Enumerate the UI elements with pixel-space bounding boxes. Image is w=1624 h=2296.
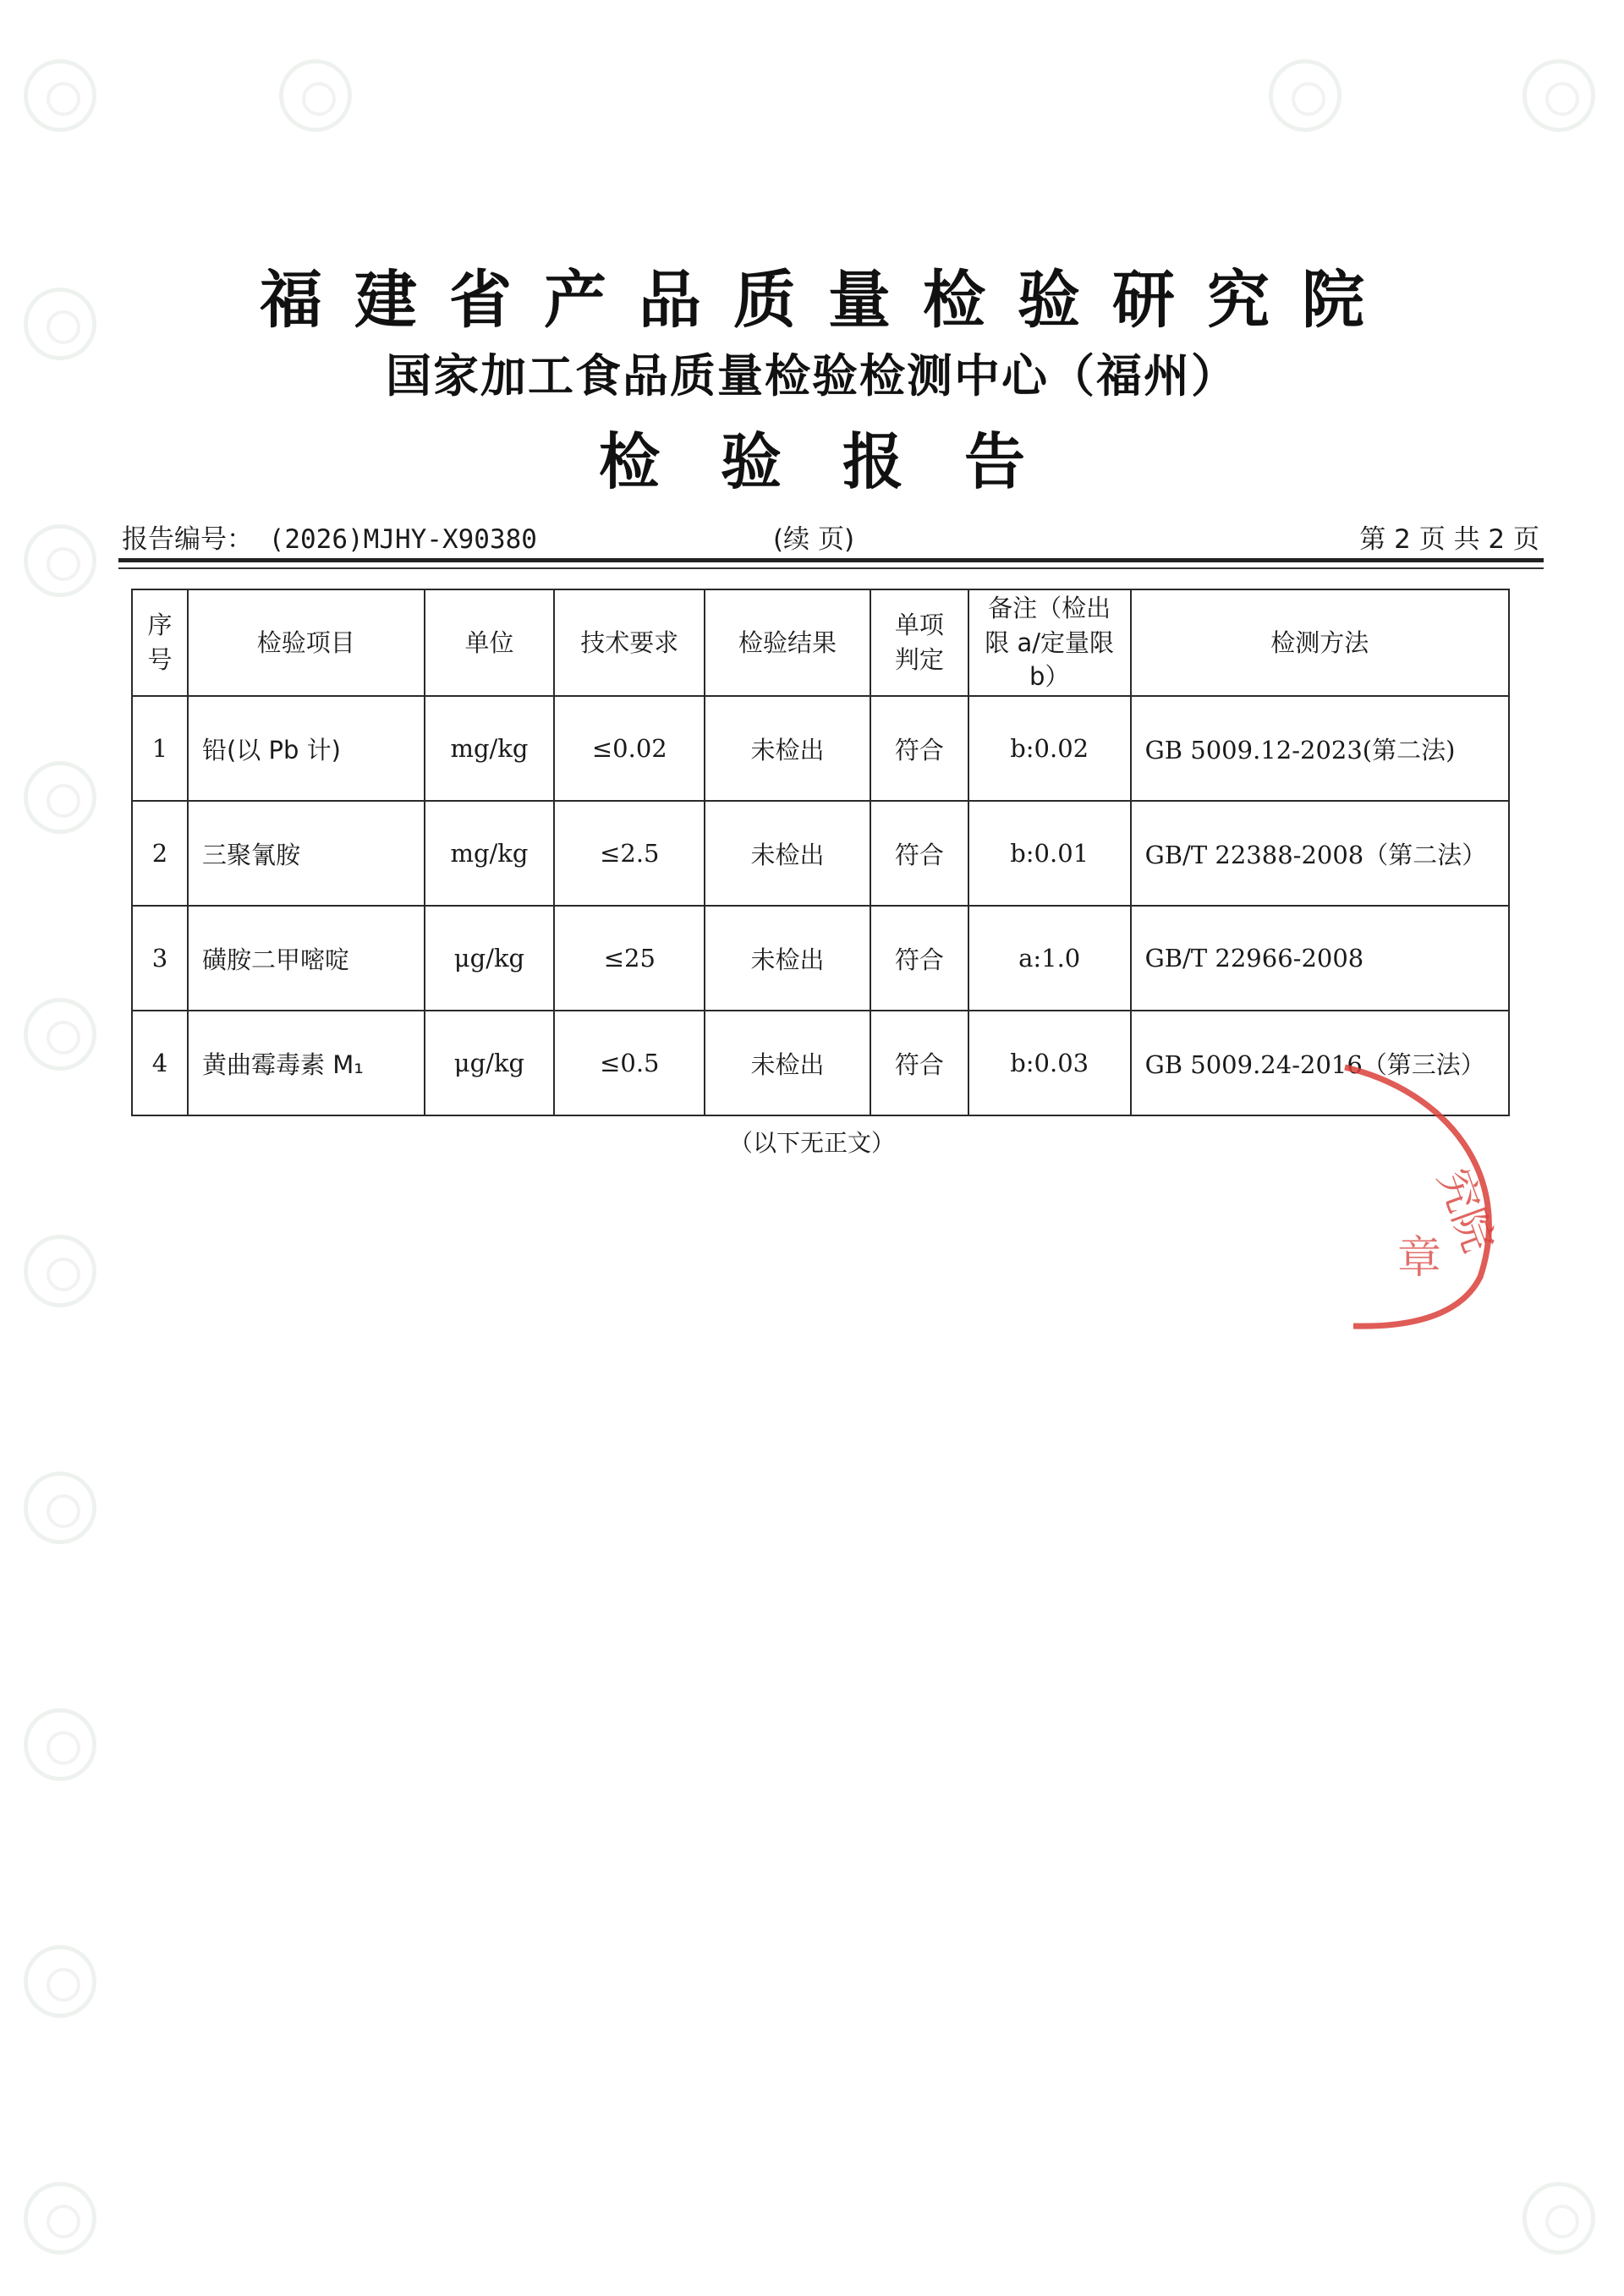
cell-method: GB 5009.24-2016（第三法） (1131, 1011, 1509, 1115)
header-note: 备注（检出限 a/定量限 b） (968, 589, 1131, 696)
cell-judgement: 符合 (870, 696, 968, 801)
cell-requirement: ≤25 (554, 906, 705, 1011)
cell-seq: 4 (132, 1011, 188, 1115)
watermark-logo-icon (24, 1708, 96, 1781)
cell-requirement: ≤2.5 (554, 801, 705, 906)
cell-judgement: 符合 (870, 801, 968, 906)
cell-item: 黄曲霉毒素 M₁ (188, 1011, 425, 1115)
cell-method: GB/T 22966-2008 (1131, 906, 1509, 1011)
header-rule-thin (118, 567, 1544, 569)
cell-note: b:0.01 (968, 801, 1131, 906)
cell-method: GB 5009.12-2023(第二法) (1131, 696, 1509, 801)
report-number-label: 报告编号： (122, 524, 253, 555)
watermark-logo-icon (24, 998, 96, 1071)
header-judgement: 单项判定 (870, 589, 968, 696)
header-method: 检测方法 (1131, 589, 1509, 696)
cell-unit: mg/kg (425, 696, 555, 801)
official-seal-stamp (1320, 1057, 1531, 1336)
watermark-logo-icon (24, 524, 96, 597)
watermark-logo-icon (1522, 2182, 1595, 2255)
cell-result: 未检出 (705, 801, 870, 906)
cell-judgement: 符合 (870, 1011, 968, 1115)
cell-item: 三聚氰胺 (188, 801, 425, 906)
report-meta-row (122, 518, 1539, 555)
table-header-row (132, 589, 1509, 696)
watermark-logo-icon (24, 59, 96, 132)
table-row (132, 696, 1509, 801)
cell-item: 铅(以 Pb 计) (188, 696, 425, 801)
cell-item: 磺胺二甲嘧啶 (188, 906, 425, 1011)
report-number (122, 518, 537, 556)
table-row (132, 1011, 1509, 1115)
header-rule-thick (118, 558, 1544, 562)
inspection-table (131, 589, 1510, 1116)
watermark-logo-icon (24, 2182, 96, 2255)
center-name: 国家加工食品质量检验检测中心（福州） (386, 348, 1238, 403)
watermark-logo-icon (24, 1945, 96, 2018)
cell-result: 未检出 (705, 1011, 870, 1115)
header-unit: 单位 (425, 589, 555, 696)
watermark-logo-icon (279, 59, 352, 132)
seal-text-2: 章 (1397, 1233, 1442, 1284)
table-row (132, 906, 1509, 1011)
watermark-logo-icon (24, 1471, 96, 1544)
cell-note: b:0.02 (968, 696, 1131, 801)
cell-seq: 2 (132, 801, 188, 906)
cell-unit: μg/kg (425, 906, 555, 1011)
cell-seq: 1 (132, 696, 188, 801)
cell-result: 未检出 (705, 906, 870, 1011)
end-of-text-note: （以下无正文） (728, 1129, 895, 1157)
seal-text: 究院 (1428, 1162, 1504, 1259)
document-title: 检验报告 (598, 425, 1086, 497)
header-result: 检验结果 (705, 589, 870, 696)
cell-unit: mg/kg (425, 801, 555, 906)
cell-note: a:1.0 (968, 906, 1131, 1011)
header-seq: 序号 (132, 589, 188, 696)
cell-requirement: ≤0.5 (554, 1011, 705, 1115)
cell-seq: 3 (132, 906, 188, 1011)
watermark-logo-icon (1522, 59, 1595, 132)
watermark-logo-icon (24, 1235, 96, 1307)
cell-result: 未检出 (705, 696, 870, 801)
cell-note: b:0.03 (968, 1011, 1131, 1115)
page-info: 第 2 页 共 2 页 (1359, 524, 1539, 555)
continuation-label: (续 页) (773, 524, 855, 555)
cell-method: GB/T 22388-2008（第二法） (1131, 801, 1509, 906)
watermark-logo-icon (1269, 59, 1341, 132)
seal-ring-icon (1328, 1066, 1435, 1328)
cell-judgement: 符合 (870, 906, 968, 1011)
cell-unit: μg/kg (425, 1011, 555, 1115)
table-row (132, 801, 1509, 906)
report-number-value: (2026)MJHY-X90380 (268, 524, 537, 555)
header-item: 检验项目 (188, 589, 425, 696)
header-requirement: 技术要求 (554, 589, 705, 696)
institute-name: 福建省产品质量检验研究院 (260, 264, 1396, 337)
cell-requirement: ≤0.02 (554, 696, 705, 801)
watermark-logo-icon (24, 761, 96, 834)
